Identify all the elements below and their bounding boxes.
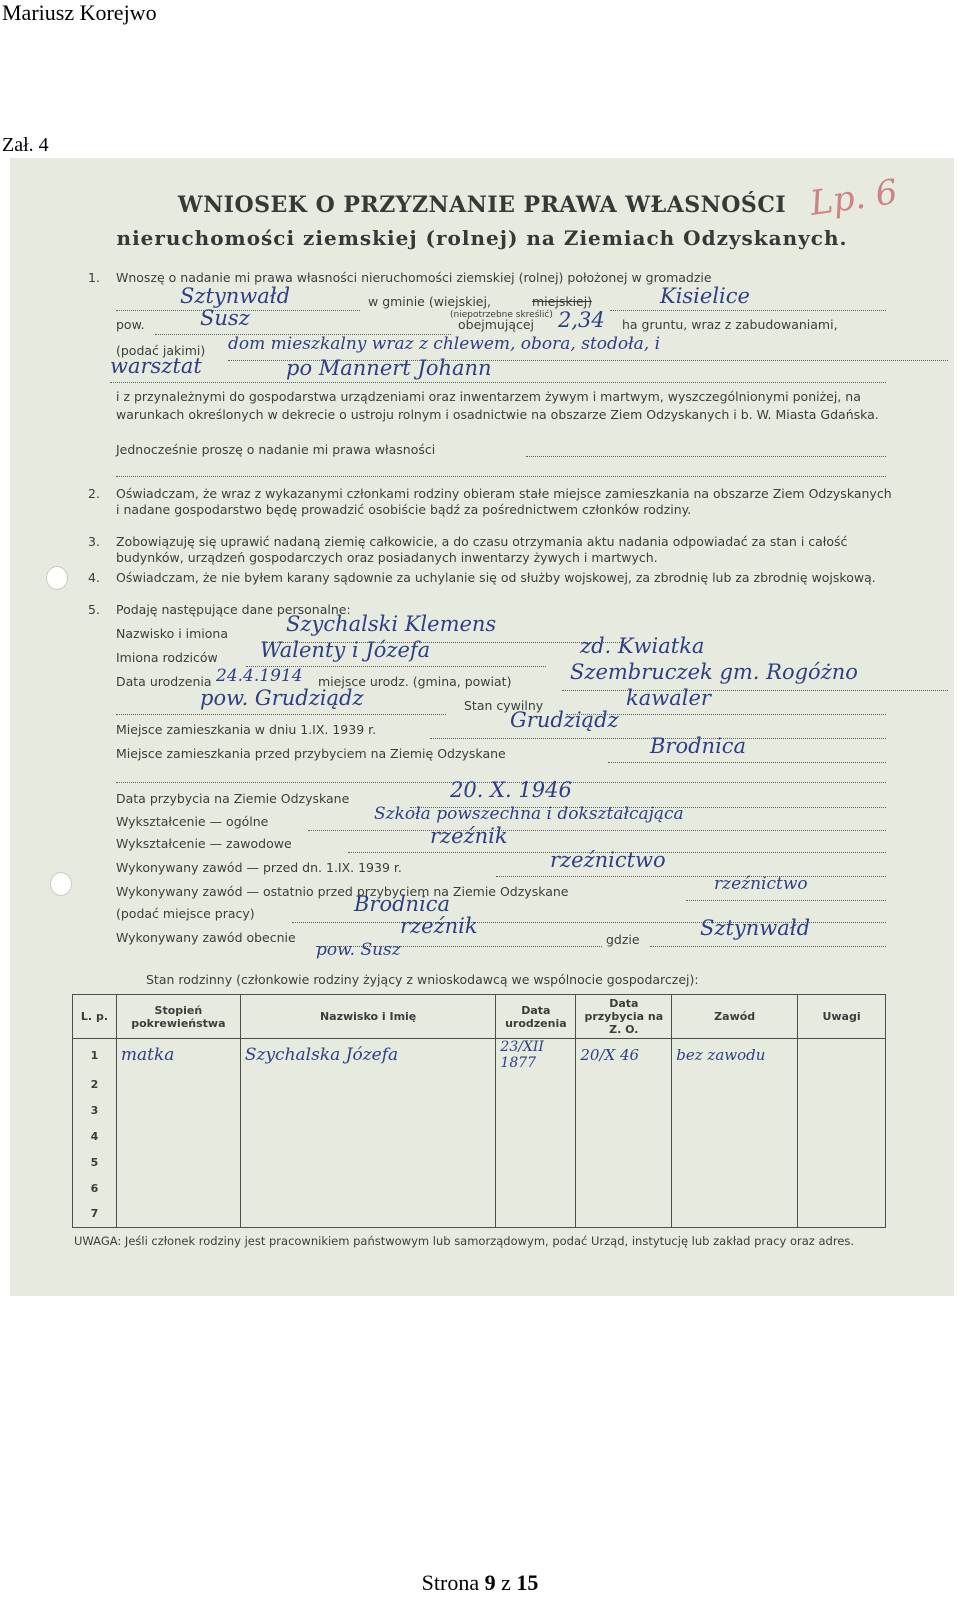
jednoczesnie-text: Jednocześnie proszę o nadanie mi prawa własności [116,442,436,457]
cell-lp: 5 [73,1149,117,1175]
hw-gromada: Sztynwałd [180,284,291,308]
punch-hole [50,872,72,896]
table-row [73,1175,886,1201]
nazwisko-label: Nazwisko i imiona [116,626,228,641]
cell-data-przyb [576,1071,672,1097]
hw-wyk-ogolne: Szkoła powszechna i dokształcająca [374,804,684,824]
col-header-uwagi: Uwagi [798,995,886,1039]
dotted-line [608,762,886,763]
s2-number: 2. [88,486,100,501]
hw-gdzie: Sztynwałd [700,916,811,940]
cell-lp: 1 [73,1039,117,1072]
s1-number: 1. [88,270,100,285]
dotted-line [562,690,948,691]
cell-data-przyb [576,1097,672,1123]
podac-jakimi-label: (podać jakimi) [116,343,206,358]
cell-uwagi [798,1123,886,1149]
miejsce-przed-label: Miejsce zamieszkania przed przybyciem na Ziemię Odzyskane [116,746,506,761]
cell-lp: 2 [73,1071,117,1097]
page-number: 9 [484,1570,496,1595]
cell-nazwisko [240,1149,496,1175]
wyk-ogolne-label: Wykształcenie — ogólne [116,814,269,829]
cell-lp: 4 [73,1123,117,1149]
miejsce-ur-label: miejsce urodz. (gmina, powiat) [318,674,512,689]
cell-stopien [116,1149,240,1175]
cell-data-ur [496,1201,576,1227]
dotted-line [686,900,886,901]
hw-rodzice: Walenty i Józefa [260,638,431,662]
zawod-ostatnio-label: Wykonywany zawód — ostatnio przed przybyciem na Ziemie Odzyskane [116,884,569,899]
punch-hole [46,566,68,590]
cell-stopien [116,1123,240,1149]
cell-uwagi [798,1149,886,1175]
dotted-line [610,310,886,311]
scanned-form [10,158,954,1296]
s3-number: 3. [88,534,100,549]
dotted-line [308,830,886,831]
niepotrzebne-note: (niepotrzebne skreślić) [450,310,553,320]
cell-zawod [672,1175,798,1201]
obejmujacej-label: obejmującej [458,317,535,332]
hw-pow-susz: pow. Susz [316,940,401,960]
cell-zawod [672,1201,798,1227]
col-header-stopien: Stopień pokrewieństwa [116,995,240,1039]
document-author: Mariusz Korejwo [2,0,157,25]
cell-uwagi [798,1175,886,1201]
cell-lp: 3 [73,1097,117,1123]
s1-text: Wnoszę o nadanie mi prawa własności nieruchomości ziemskiej (rolnej) położonej w gromadzie [116,270,712,285]
cell-uwagi [798,1201,886,1227]
cell-stopien: matka [116,1039,240,1072]
dotted-line [650,946,886,947]
margin-note: Lp. 6 [807,172,900,224]
form-title: WNIOSEK O PRZYZNANIE PRAWA WŁASNOŚCI [177,192,787,218]
cell-nazwisko: Szychalska Józefa [240,1039,496,1072]
ha-gruntu-label: ha gruntu, wraz z zabudowaniami, [622,317,838,332]
hw-data-przybycia: 20. X. 1946 [450,778,572,802]
cell-zawod [672,1071,798,1097]
hw-hectares: 2,34 [558,308,605,332]
hw-zawod-1939: rzeźnictwo [550,848,666,872]
cell-data-przyb [576,1175,672,1201]
cell-lp: 6 [73,1175,117,1201]
cell-zawod [672,1123,798,1149]
hw-stan-cywilny: kawaler [626,686,711,710]
s3-text: Zobowiązuję się uprawić nadaną ziemię całkowicie, a do czasu otrzymania aktu nadania odpowiadać za stan i całość budynków, urządzeń gospodarczych oraz posiadanych inwentarzy żywych i martwych. [116,534,848,565]
col-header-data-ur: Data urodzenia [496,995,576,1039]
data-przybycia-label: Data przybycia na Ziemie Odzyskane [116,791,350,806]
hw-powiat: Susz [200,306,250,330]
cell-stopien [116,1071,240,1097]
cell-data-ur [496,1097,576,1123]
hw-data-ur: 24.4.1914 [216,666,303,686]
cell-data-ur [496,1071,576,1097]
table-row [73,1149,886,1175]
hw-zawod-ostatnio: rzeźnictwo [714,874,808,894]
table-row [73,1123,886,1149]
cell-zawod: bez zawodu [672,1039,798,1072]
cell-stopien [116,1097,240,1123]
attachment-label: Zał. 4 [2,134,49,156]
hw-po: po Mannert Johann [286,356,492,380]
cell-data-ur [496,1123,576,1149]
col-header-lp: L. p. [73,995,117,1039]
cell-data-przyb [576,1201,672,1227]
hw-miejsce-pracy: Brodnica [354,892,451,916]
family-table [72,994,886,1228]
wyk-zawodowe-label: Wykształcenie — zawodowe [116,836,292,851]
hw-miejsce-przed: Brodnica [650,734,747,758]
table-row [73,1039,886,1072]
s5-text: Podaję następujące dane personalne: [116,602,351,617]
cell-data-przyb: 20/X 46 [576,1039,672,1072]
dotted-line [116,476,886,477]
footer-prefix: Strona [421,1570,480,1595]
col-header-zawod: Zawód [672,995,798,1039]
dotted-line [110,382,886,383]
hw-zawod-obecnie: rzeźnik [400,914,478,938]
cell-data-ur: 23/XII 1877 [496,1039,576,1072]
pow-label: pow. [116,317,145,332]
hw-gmina: Kisielice [660,284,750,308]
s4-text: Oświadczam, że nie byłem karany sądownie za uchylanie się od służby wojskowej, za zbrodnię lub za zbrodnię wojskową. [116,570,876,585]
table-row [73,1201,886,1227]
s1-continuation: i z przynależnymi do gospodarstwa urządzeniami oraz inwentarzem żywym i martwym, wyszczególnionymi poniżej, na warunkach określonych w dekrecie o ustroju rolnym i osadnictwie na obszarze Ziem Odzyskanych i b. W. Miasta Gdańska. [116,389,879,422]
cell-data-ur [496,1149,576,1175]
cell-zawod [672,1149,798,1175]
table-header-row [73,995,886,1039]
zawod-1939-label: Wykonywany zawód — przed dn. 1.IX. 1939 r. [116,860,402,875]
col-header-nazwisko: Nazwisko i Imię [240,995,496,1039]
cell-stopien [116,1175,240,1201]
cell-nazwisko [240,1123,496,1149]
cell-uwagi [798,1039,886,1072]
form-subtitle: nieruchomości ziemskiej (rolnej) na Ziemiach Odzyskanych. [116,226,848,250]
hw-wyk-zawodowe: rzeźnik [430,824,508,848]
hw-nazwisko: Szychalski Klemens [286,612,497,636]
s4-number: 4. [88,570,100,585]
table-row [73,1071,886,1097]
rodzicow-label: Imiona rodziców [116,650,218,665]
hw-miejsce-1939: Grudziądz [510,708,619,732]
hw-zabudowania: dom mieszkalny wraz z chlewem, obora, stodoła, i [228,334,661,354]
dotted-line [116,714,446,715]
dotted-line [496,876,886,877]
dotted-line [526,456,886,457]
cell-data-przyb [576,1149,672,1175]
cell-nazwisko [240,1175,496,1201]
cell-uwagi [798,1097,886,1123]
cell-nazwisko [240,1201,496,1227]
stan-cywilny-label: Stan cywilny [464,698,544,713]
cell-data-przyb [576,1123,672,1149]
cell-nazwisko [240,1071,496,1097]
footer-separator: z [501,1570,511,1595]
page-total: 15 [516,1570,539,1595]
cell-zawod [672,1097,798,1123]
hw-pow-gr: pow. Grudziądz [200,686,364,710]
uwaga-note: UWAGA: Jeśli członek rodziny jest pracownikiem państwowym lub samorządowym, podać Urząd, instytucję lub zakład pracy oraz adres. [74,1234,855,1248]
col-header-data-przyb: Data przybycia na Z. O. [576,995,672,1039]
s5-number: 5. [88,602,100,617]
w-gminie-label: w gminie (wiejskiej, [368,294,491,309]
gdzie-label: gdzie [606,932,640,947]
zawod-obecnie-label: Wykonywany zawód obecnie [116,930,296,945]
miejskiej-struck: miejskiej) [532,294,593,309]
miejsce-1939-label: Miejsce zamieszkania w dniu 1.IX. 1939 r. [116,722,377,737]
s2-text: Oświadczam, że wraz z wykazanymi członkami rodziny obieram stałe miejsce zamieszkania na obszarze Ziem Odzyskanych i nadane gospodarstwo będę prowadzić osobiście bądź za pośrednictwem członków rodziny. [116,486,892,517]
page-footer [0,1570,960,1596]
cell-stopien [116,1201,240,1227]
table-row [73,1097,886,1123]
hw-warsztat: warsztat [110,354,202,378]
podac-miejsce-label: (podać miejsce pracy) [116,906,255,921]
cell-lp: 7 [73,1201,117,1227]
stan-rodzinny-label: Stan rodzinny (członkowie rodziny żyjący z wnioskodawcą we wspólnocie gospodarczej): [146,972,699,987]
hw-zd: zd. Kwiatka [580,634,705,658]
data-ur-label: Data urodzenia [116,674,212,689]
cell-nazwisko [240,1097,496,1123]
cell-data-ur [496,1175,576,1201]
hw-miejsce-ur: Szembruczek gm. Rogóżno [570,660,858,684]
cell-uwagi [798,1071,886,1097]
